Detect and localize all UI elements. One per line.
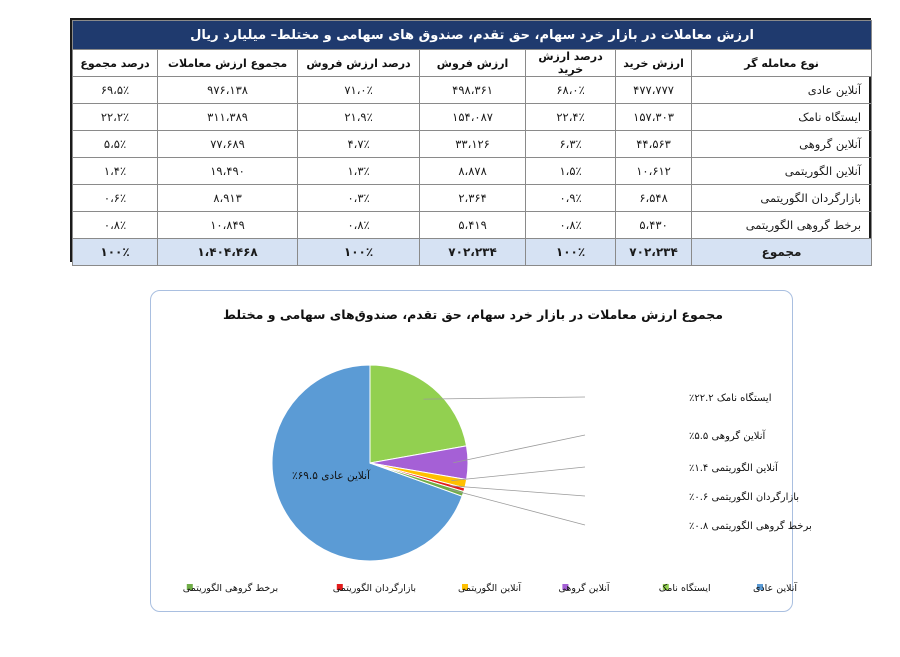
legend-entry: بازارگردان الگوریتمی [332,583,416,594]
data-label: آنلاین عادی ۶۹.۵٪ [292,470,370,482]
table-cell: ۶۸،۰٪ [526,77,616,104]
table-cell: ۶،۵۴۸ [616,185,692,212]
table-cell: آنلاین گروهی [692,131,872,158]
table-cell: ۳۳،۱۲۶ [420,131,526,158]
total-cell: ۷۰۲،۲۳۴ [420,239,526,266]
table-cell: ۰،۸٪ [73,212,158,239]
table-cell: ۱۰،۸۴۹ [158,212,298,239]
legend-entry: برخط گروهی الگوریتمی [182,583,279,594]
total-cell: ۷۰۲،۲۳۴ [616,239,692,266]
table-cell: ۸،۹۱۳ [158,185,298,212]
table-cell: بازارگردان الگوریتمی [692,185,872,212]
table-cell: آنلاین عادی [692,77,872,104]
column-header: درصد ارزش فروش [298,50,420,77]
table-cell: ۲۲،۲٪ [73,104,158,131]
table-row [73,158,872,185]
chart-title: مجموع ارزش معاملات در بازار خرد سهام، حق تقدم، صندوق‌های سهامی و مختلط [223,307,723,322]
table-cell: ۱۵۴،۰۸۷ [420,104,526,131]
column-header: مجموع ارزش معاملات [158,50,298,77]
table-cell: ۶۹،۵٪ [73,77,158,104]
pie-chart [151,291,812,613]
total-cell: ۱،۴۰۴،۴۶۸ [158,239,298,266]
table-cell: ۴۷۷،۷۷۷ [616,77,692,104]
table-cell: ۱،۵٪ [526,158,616,185]
data-label: آنلاین الگوریتمی ۱.۴٪ [689,463,778,474]
table-cell: ۵،۴۱۹ [420,212,526,239]
table-cell: ۱۵۷،۳۰۳ [616,104,692,131]
table-cell: ۰،۸٪ [298,212,420,239]
table-cell: ۹۷۶،۱۳۸ [158,77,298,104]
table-cell: ۱،۳٪ [298,158,420,185]
legend-entry: آنلاین عادی [753,583,798,594]
table-row [73,212,872,239]
column-header: ارزش خرید [616,50,692,77]
table-cell: ۸،۸۷۸ [420,158,526,185]
table-cell: ۲،۳۶۴ [420,185,526,212]
data-label: بازارگردان الگوریتمی ۰.۶٪ [689,492,800,503]
data-label: برخط گروهی الگوریتمی ۰.۸٪ [689,521,812,532]
data-label: آنلاین گروهی ۵.۵٪ [689,431,766,442]
table-cell: ۱۹،۴۹۰ [158,158,298,185]
table-cell: ۳۱۱،۳۸۹ [158,104,298,131]
table-row [73,104,872,131]
table-title: ارزش معاملات در بازار خرد سهام، حق تقدم، صندوق های سهامی و مختلط– میلیارد ریال [73,21,872,50]
table-cell: ۰،۹٪ [526,185,616,212]
table-row [73,185,872,212]
table-cell: ۵،۵٪ [73,131,158,158]
table-cell: ۶،۳٪ [526,131,616,158]
legend-entry: آنلاین گروهی [558,583,610,594]
table-cell: ۱،۴٪ [73,158,158,185]
table-cell: ۷۱،۰٪ [298,77,420,104]
table-cell: ۴۴،۵۶۳ [616,131,692,158]
table-cell: ۷۷،۶۸۹ [158,131,298,158]
column-header: درصد مجموع [73,50,158,77]
table-cell: ۴،۷٪ [298,131,420,158]
table-cell: ۰،۳٪ [298,185,420,212]
total-cell: ۱۰۰٪ [298,239,420,266]
trading-value-table [72,20,872,266]
table-cell: آنلاین الگوریتمی [692,158,872,185]
total-cell: ۱۰۰٪ [526,239,616,266]
table-row [73,131,872,158]
table-row [73,77,872,104]
column-header: درصد ارزش خرید [526,50,616,77]
table-cell: برخط گروهی الگوریتمی [692,212,872,239]
leader-line [423,397,585,399]
legend-entry: ایستگاه نامک [658,583,711,594]
pie-chart-panel [150,290,812,612]
data-table-frame [70,18,871,262]
legend-entry: آنلاین الگوریتمی [458,583,522,594]
table-cell: ۰،۸٪ [526,212,616,239]
column-header: نوع معامله گر [692,50,872,77]
table-cell: ۱۰،۶۱۲ [616,158,692,185]
data-label: ایستگاه نامک ۲۲.۲٪ [689,393,772,404]
table-cell: ۵،۴۳۰ [616,212,692,239]
leader-line [453,435,585,463]
table-cell: ۴۹۸،۳۶۱ [420,77,526,104]
table-cell: ۲۲،۴٪ [526,104,616,131]
table-cell: ایستگاه نامک [692,104,872,131]
total-cell: مجموع [692,239,872,266]
column-header: ارزش فروش [420,50,526,77]
total-row [73,239,872,266]
leader-line [451,467,585,481]
table-header-row [73,50,872,77]
total-cell: ۱۰۰٪ [73,239,158,266]
table-cell: ۰،۶٪ [73,185,158,212]
table-cell: ۲۱،۹٪ [298,104,420,131]
